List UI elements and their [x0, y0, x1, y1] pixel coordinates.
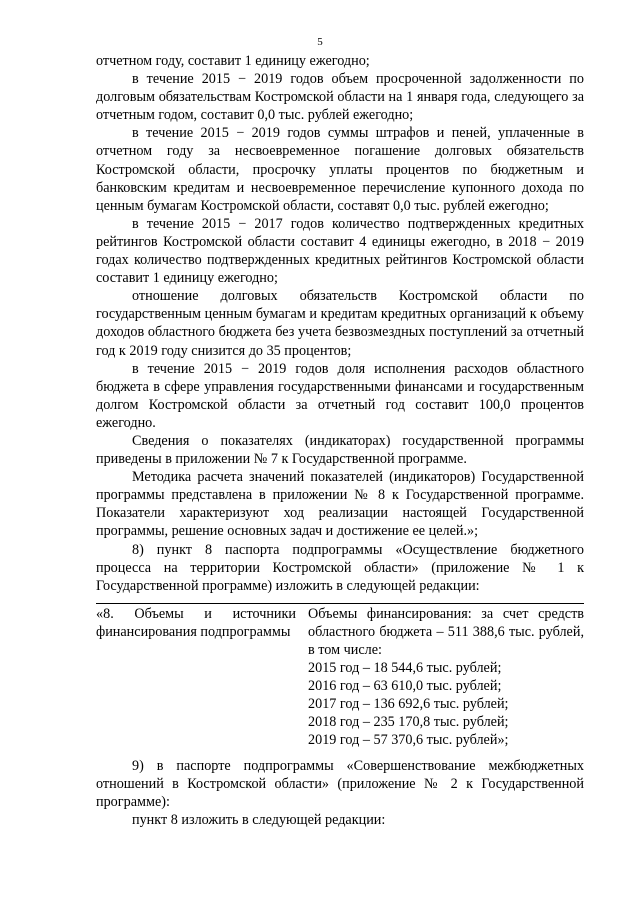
paragraph: пункт 8 изложить в следующей редакции: [132, 811, 386, 828]
paragraph: в течение 2015 − 2019 годов доля исполнения расходов областного бюджета в сфере управления государственными финансами и государственным долгом Костромской области за отчетный год составит 100,0 процентов ежегодно. [96, 360, 584, 431]
financing-year-row: 2015 год – 18 544,6 тыс. рублей; [308, 660, 502, 677]
document-body [96, 52, 584, 829]
paragraph: в течение 2015 − 2019 годов суммы штрафов и пеней, уплаченные в отчетном году за несвоевременное погашение долговых обязательств Костромской области, просрочку уплаты процентов по бюджетным и банковским кредитам и несвоевременное перечисление купонного дохода по ценным бумагам Костромской области, составят 0,0 тыс. рублей ежегодно; [96, 125, 584, 214]
paragraph: в течение 2015 − 2017 годов количество подтвержденных кредитных рейтингов Костромской области составит 4 единицы ежегодно, в 2018 − 2019 годах количество подтвержденных кредитных рейтингов Костромской области составит 1 единицу ежегодно; [96, 215, 584, 287]
paragraph: Методика расчета значений показателей (индикаторов) Государственной программы представлена в приложении № 8 к Государственной программе. Показатели характеризуют ход реализации настоящей Государственной программы, решение основных задач и достижение ее целей.»; [96, 469, 584, 540]
financing-year-row: 2016 год – 63 610,0 тыс. рублей; [308, 678, 502, 695]
paragraph: Сведения о показателях (индикаторах) государственной программы приведены в приложении № 7 к Государственной программе. [96, 432, 584, 468]
financing-table [96, 603, 584, 750]
table-label-cell: «8. Объемы и источники финансирования подпрограммы [96, 605, 296, 640]
financing-year-row: 2017 год – 136 692,6 тыс. рублей; [308, 696, 509, 713]
paragraph: отношение долговых обязательств Костромской области по государственным ценным бумагам и кредитам кредитных организаций к объему доходов областного бюджета без учета безвозмездных поступлений за отчетный год к 2019 году снизится до 35 процентов; [96, 288, 584, 359]
page-number: 5 [317, 36, 323, 48]
financing-intro: Объемы финансирования: за счет средств областного бюджета – 511 388,6 тыс. рублей, в том числе: [308, 605, 584, 658]
paragraph: отчетном году, составит 1 единицу ежегодно; [96, 53, 370, 69]
paragraph: в течение 2015 − 2019 годов объем просроченной задолженности по долговым обязательствам Костромской области на 1 января года, следующего за отчетным годом, составит 0,0 тыс. рублей ежегодно; [96, 71, 584, 124]
financing-year-row: 2019 год – 57 370,6 тыс. рублей»; [308, 732, 509, 749]
table-value-cell [308, 605, 584, 750]
paragraph: 9) в паспорте подпрограммы «Совершенствование межбюджетных отношений в Костромской области» (приложение № 2 к Государственной программе): [96, 757, 584, 810]
paragraph: 8) пункт 8 паспорта подпрограммы «Осуществление бюджетного процесса на территории Костромской области» (приложение № 1 к Государственной программе) изложить в следующей редакции: [96, 541, 584, 594]
financing-year-row: 2018 год – 235 170,8 тыс. рублей; [308, 714, 509, 731]
